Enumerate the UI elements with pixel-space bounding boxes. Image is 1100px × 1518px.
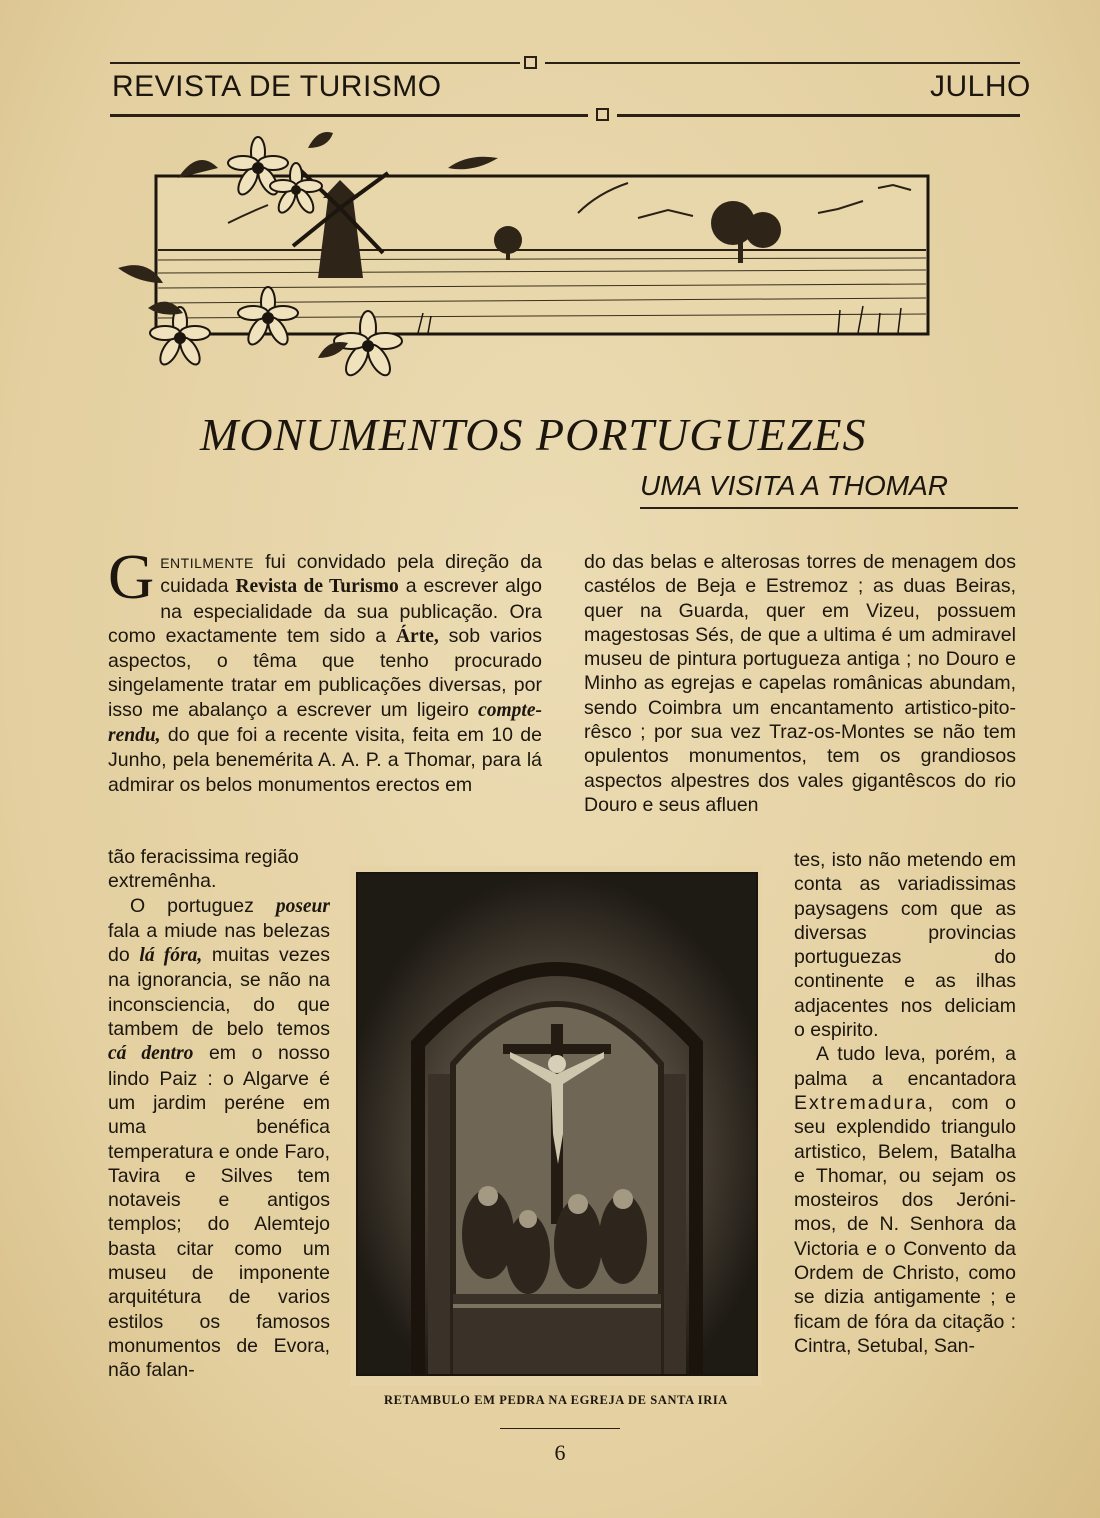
windmill-landscape-illustration [118,128,938,390]
photo-caption: RETAMBULO EM PEDRA NA EGREJA DE SANTA IRIA [384,1393,728,1407]
poseur-word: poseur [275,895,330,917]
intro-text-c: sob varios aspectos, o têma que tenho procurado singelamente tratar em publicações diversas, por isso me abalanço a escrever um ligeiro [108,624,542,721]
poseur-text-b: fala a miude nas belezas do [108,919,330,967]
ca-dentro: cá dentro [108,1043,194,1065]
paragraph-extremadura [794,1042,1016,1358]
compte-rendu: compte-rendu, [108,699,542,747]
drop-cap: G [108,541,155,612]
photo-frame [356,872,758,1376]
header-bottom-rule-left [110,114,588,117]
poseur-text-c: muitas vezes na ignorancia, se não na inconsciencia, do que tambem de belo temos [108,944,330,1041]
intro-text-a: fui convidado pela direção da cuidada [160,551,542,598]
poseur-text-d: em o nosso lindo Paiz : o Algarve é um jardim peréne em uma benéfica temperatura e onde Faro, Tavira e Silves tem notaveis e antigos templos; do Alemtejo basta citar como um museu de imponente arquitétura de varios estilos os famosos monumentos de Evora, não falan- [108,1042,330,1382]
intro-text-b: a escrever algo na especialidade da sua publicação. Ora como exactamente tem sido a [108,575,542,647]
column-2-top [584,550,1016,817]
paragraph-poseur [108,894,330,1383]
subtitle-underline [640,507,1018,509]
header-top-rule-right [545,62,1020,64]
header-ornament-top [524,56,537,69]
column-2-narrow [794,848,1016,1358]
extremadura-text-a: A tudo leva, porém, a palma a encantadora [794,1043,1016,1090]
arte-word: Árte, [395,625,439,647]
intro-text-d: do que foi a recente visita, feita em 10 de Junho, pela benemérita A. A. P. a Thomar, para lá admirar os belos monumentos erectos em [108,724,542,796]
revista-name: Revista de Turismo [235,576,399,598]
column-1-narrow [108,845,330,1383]
paragraph-paysagens: tes, isto não metendo em conta as variadissimas paysagens com que as diversas provincias portuguezas do continente e as ilhas adjacentes nos deliciam o espirito. [794,849,1016,1042]
paragraph-intro [108,541,542,797]
intro-smallcaps: entilmente [160,551,254,573]
la-fora: lá fóra, [139,945,203,967]
column-1-top [108,541,542,797]
header-top-rule-left [110,62,520,64]
crucifixion-retable-image [358,874,756,1374]
page-number: 6 [554,1440,566,1465]
article-subtitle: UMA VISITA A THOMAR [640,470,949,501]
header-right-title: JULHO [930,70,1031,103]
article-title: MONUMENTOS PORTUGUEZES [200,409,867,460]
paragraph-feracissima: tão feracissima região extremênha. [108,846,299,893]
extremadura-word: Extremadura, [794,1091,936,1114]
extremadura-text-b: com o seu explendido triangulo artistico, Belem, Batalha e Thomar, ou sejam os mosteiros dos Jerónimos, de N. Senhora da Victoria e o Convento da Ordem de Christo, como se dizia antigamente ; e ficam de fóra da citação : Cintra, Setubal, San- [794,1091,1016,1357]
poseur-text-a: O portuguez [130,894,276,917]
header-left-title: REVISTA DE TURISMO [112,70,442,103]
header-ornament-bottom [596,108,609,121]
header-bottom-rule-right [617,114,1020,117]
retable-photo [350,866,762,1386]
page-number-rule [500,1428,620,1429]
paragraph-belas-torres: do das belas e alterosas torres de menagem dos castélos de Beja e Estremoz ; as duas Beiras, quer na Guarda, quer em Vizeu, possuem magestosas Sés, de que a ultima é um admiravel museu de pintura portugueza antiga ; no Douro e Minho as egrejas e capelas românicas abundam, sendo Coimbra um encantamento artistico-pitorêsco ; por sua vez Traz-os-Montes se não tem opulentos monumentos, tem os grandiosos aspectos alpestres dos vales gigantêscos do rio Douro e seus afluen [584,551,1016,816]
